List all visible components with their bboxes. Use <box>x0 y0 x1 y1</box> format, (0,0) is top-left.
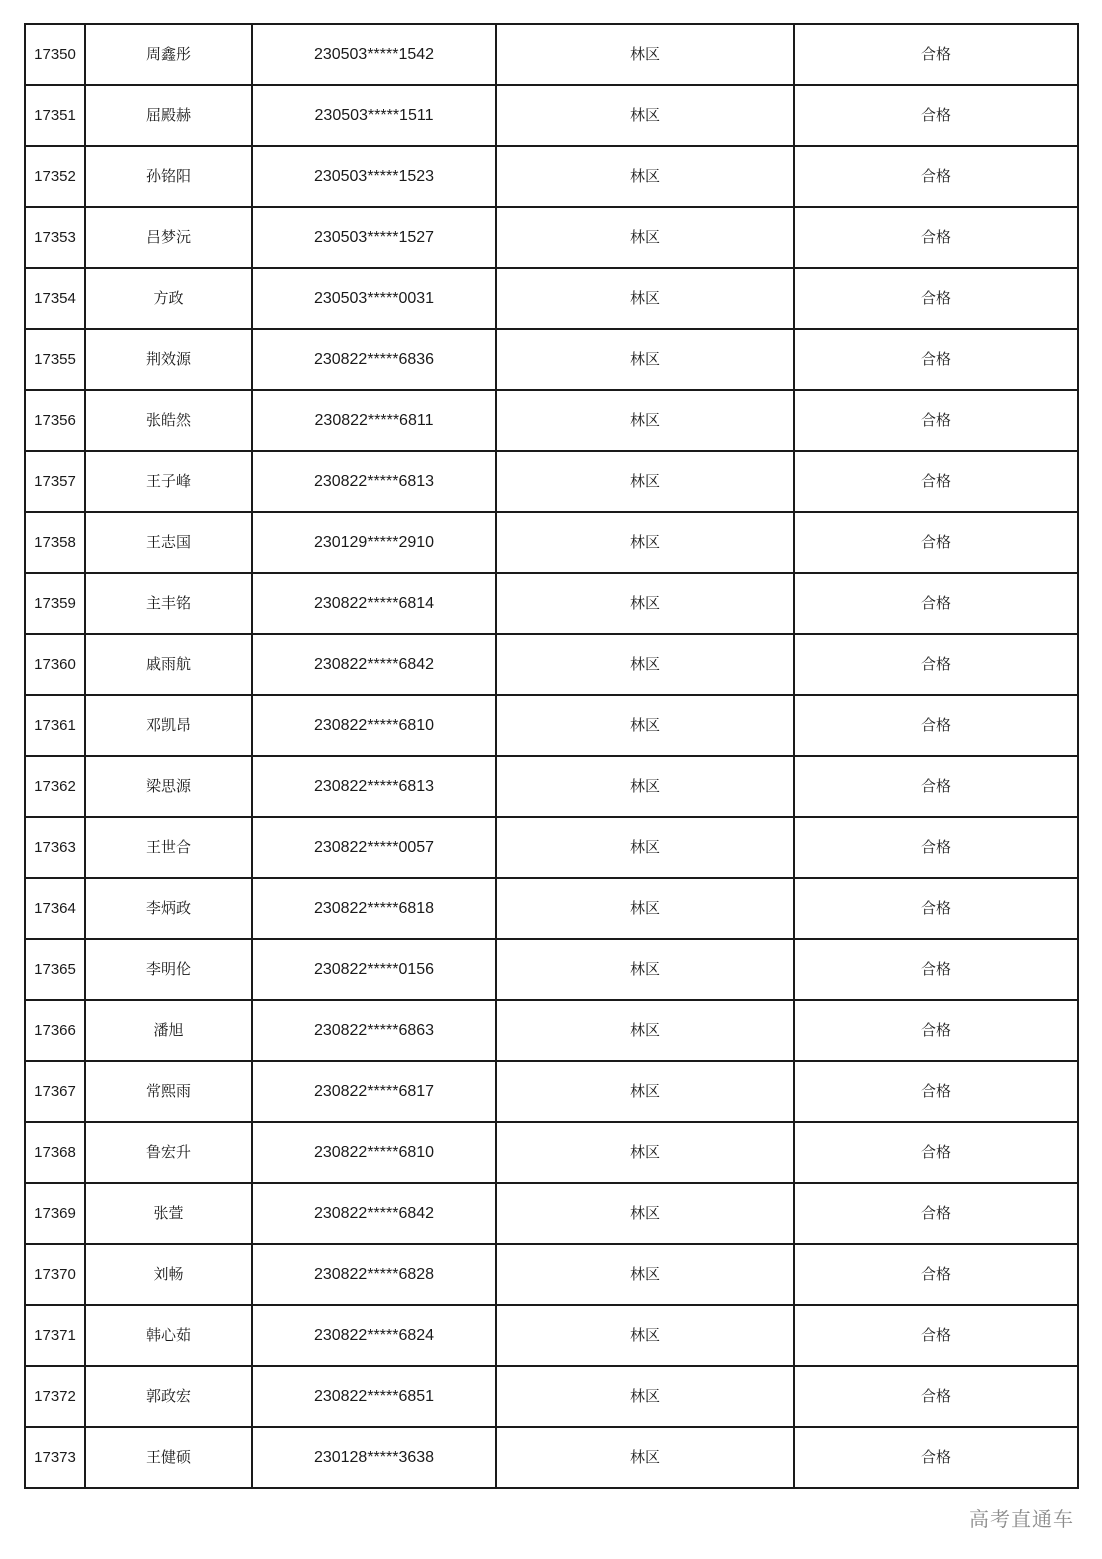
table-row <box>25 207 1078 268</box>
name-cell: 邓凯昂 <box>85 695 252 756</box>
id-number-cell: 230128*****3638 <box>252 1427 496 1488</box>
result-cell: 合格 <box>794 1305 1078 1366</box>
name-cell: 屈殿赫 <box>85 85 252 146</box>
seq-cell: 17366 <box>25 1000 85 1061</box>
seq-cell: 17361 <box>25 695 85 756</box>
seq-cell: 17357 <box>25 451 85 512</box>
table-row <box>25 85 1078 146</box>
id-number-cell: 230822*****6813 <box>252 756 496 817</box>
name-cell: 戚雨航 <box>85 634 252 695</box>
seq-cell: 17363 <box>25 817 85 878</box>
table-row <box>25 573 1078 634</box>
name-cell: 李炳政 <box>85 878 252 939</box>
region-cell: 林区 <box>496 207 794 268</box>
seq-cell: 17355 <box>25 329 85 390</box>
region-cell: 林区 <box>496 24 794 85</box>
id-number-cell: 230503*****0031 <box>252 268 496 329</box>
result-cell: 合格 <box>794 1366 1078 1427</box>
result-cell: 合格 <box>794 939 1078 1000</box>
result-cell: 合格 <box>794 329 1078 390</box>
seq-cell: 17352 <box>25 146 85 207</box>
region-cell: 林区 <box>496 451 794 512</box>
seq-cell: 17372 <box>25 1366 85 1427</box>
region-cell: 林区 <box>496 817 794 878</box>
result-cell: 合格 <box>794 146 1078 207</box>
result-cell: 合格 <box>794 1427 1078 1488</box>
name-cell: 孙铭阳 <box>85 146 252 207</box>
seq-cell: 17358 <box>25 512 85 573</box>
name-cell: 张萱 <box>85 1183 252 1244</box>
id-number-cell: 230822*****0156 <box>252 939 496 1000</box>
region-cell: 林区 <box>496 695 794 756</box>
seq-cell: 17351 <box>25 85 85 146</box>
table-row <box>25 1427 1078 1488</box>
region-cell: 林区 <box>496 1183 794 1244</box>
region-cell: 林区 <box>496 1305 794 1366</box>
table-row <box>25 695 1078 756</box>
region-cell: 林区 <box>496 512 794 573</box>
id-number-cell: 230503*****1542 <box>252 24 496 85</box>
seq-cell: 17371 <box>25 1305 85 1366</box>
table-row <box>25 939 1078 1000</box>
region-cell: 林区 <box>496 1244 794 1305</box>
id-number-cell: 230822*****0057 <box>252 817 496 878</box>
region-cell: 林区 <box>496 1000 794 1061</box>
seq-cell: 17373 <box>25 1427 85 1488</box>
result-cell: 合格 <box>794 634 1078 695</box>
name-cell: 荆效源 <box>85 329 252 390</box>
roster-body <box>25 24 1078 1488</box>
name-cell: 方政 <box>85 268 252 329</box>
result-cell: 合格 <box>794 1122 1078 1183</box>
name-cell: 韩心茹 <box>85 1305 252 1366</box>
region-cell: 林区 <box>496 146 794 207</box>
result-cell: 合格 <box>794 512 1078 573</box>
id-number-cell: 230503*****1523 <box>252 146 496 207</box>
name-cell: 王健硕 <box>85 1427 252 1488</box>
id-number-cell: 230822*****6810 <box>252 1122 496 1183</box>
table-row <box>25 1305 1078 1366</box>
result-cell: 合格 <box>794 451 1078 512</box>
table-row <box>25 878 1078 939</box>
id-number-cell: 230822*****6817 <box>252 1061 496 1122</box>
id-number-cell: 230822*****6842 <box>252 634 496 695</box>
table-row <box>25 24 1078 85</box>
id-number-cell: 230822*****6828 <box>252 1244 496 1305</box>
result-cell: 合格 <box>794 85 1078 146</box>
id-number-cell: 230503*****1527 <box>252 207 496 268</box>
id-number-cell: 230129*****2910 <box>252 512 496 573</box>
region-cell: 林区 <box>496 1122 794 1183</box>
seq-cell: 17356 <box>25 390 85 451</box>
seq-cell: 17350 <box>25 24 85 85</box>
region-cell: 林区 <box>496 268 794 329</box>
result-cell: 合格 <box>794 207 1078 268</box>
id-number-cell: 230503*****1511 <box>252 85 496 146</box>
id-number-cell: 230822*****6818 <box>252 878 496 939</box>
id-number-cell: 230822*****6836 <box>252 329 496 390</box>
id-number-cell: 230822*****6813 <box>252 451 496 512</box>
seq-cell: 17368 <box>25 1122 85 1183</box>
table-row <box>25 390 1078 451</box>
name-cell: 张皓然 <box>85 390 252 451</box>
seq-cell: 17354 <box>25 268 85 329</box>
seq-cell: 17369 <box>25 1183 85 1244</box>
seq-cell: 17360 <box>25 634 85 695</box>
region-cell: 林区 <box>496 573 794 634</box>
table-row <box>25 1366 1078 1427</box>
id-number-cell: 230822*****6824 <box>252 1305 496 1366</box>
name-cell: 鲁宏升 <box>85 1122 252 1183</box>
id-number-cell: 230822*****6814 <box>252 573 496 634</box>
result-cell: 合格 <box>794 756 1078 817</box>
seq-cell: 17359 <box>25 573 85 634</box>
name-cell: 刘畅 <box>85 1244 252 1305</box>
table-row <box>25 1244 1078 1305</box>
result-cell: 合格 <box>794 573 1078 634</box>
name-cell: 周鑫彤 <box>85 24 252 85</box>
id-number-cell: 230822*****6842 <box>252 1183 496 1244</box>
id-number-cell: 230822*****6851 <box>252 1366 496 1427</box>
table-row <box>25 146 1078 207</box>
region-cell: 林区 <box>496 390 794 451</box>
id-number-cell: 230822*****6810 <box>252 695 496 756</box>
result-cell: 合格 <box>794 1183 1078 1244</box>
result-cell: 合格 <box>794 390 1078 451</box>
table-row <box>25 756 1078 817</box>
region-cell: 林区 <box>496 878 794 939</box>
table-row <box>25 1061 1078 1122</box>
seq-cell: 17370 <box>25 1244 85 1305</box>
table-row <box>25 817 1078 878</box>
result-cell: 合格 <box>794 817 1078 878</box>
region-cell: 林区 <box>496 756 794 817</box>
result-cell: 合格 <box>794 24 1078 85</box>
seq-cell: 17367 <box>25 1061 85 1122</box>
name-cell: 李明伦 <box>85 939 252 1000</box>
result-cell: 合格 <box>794 1061 1078 1122</box>
result-cell: 合格 <box>794 1244 1078 1305</box>
table-row <box>25 1122 1078 1183</box>
region-cell: 林区 <box>496 634 794 695</box>
seq-cell: 17353 <box>25 207 85 268</box>
name-cell: 主丰铭 <box>85 573 252 634</box>
name-cell: 王志国 <box>85 512 252 573</box>
seq-cell: 17364 <box>25 878 85 939</box>
roster-table <box>24 23 1079 1489</box>
name-cell: 潘旭 <box>85 1000 252 1061</box>
result-cell: 合格 <box>794 878 1078 939</box>
result-cell: 合格 <box>794 268 1078 329</box>
name-cell: 王世合 <box>85 817 252 878</box>
region-cell: 林区 <box>496 1427 794 1488</box>
region-cell: 林区 <box>496 329 794 390</box>
table-row <box>25 634 1078 695</box>
table-row <box>25 451 1078 512</box>
id-number-cell: 230822*****6811 <box>252 390 496 451</box>
seq-cell: 17365 <box>25 939 85 1000</box>
seq-cell: 17362 <box>25 756 85 817</box>
result-cell: 合格 <box>794 1000 1078 1061</box>
watermark-text: 高考直通车 <box>969 1507 1074 1531</box>
table-row <box>25 1183 1078 1244</box>
name-cell: 梁思源 <box>85 756 252 817</box>
table-row <box>25 329 1078 390</box>
name-cell: 吕梦沅 <box>85 207 252 268</box>
result-cell: 合格 <box>794 695 1078 756</box>
table-row <box>25 1000 1078 1061</box>
name-cell: 王子峰 <box>85 451 252 512</box>
region-cell: 林区 <box>496 85 794 146</box>
name-cell: 郭政宏 <box>85 1366 252 1427</box>
region-cell: 林区 <box>496 1366 794 1427</box>
region-cell: 林区 <box>496 939 794 1000</box>
id-number-cell: 230822*****6863 <box>252 1000 496 1061</box>
region-cell: 林区 <box>496 1061 794 1122</box>
table-row <box>25 512 1078 573</box>
table-row <box>25 268 1078 329</box>
name-cell: 常熙雨 <box>85 1061 252 1122</box>
